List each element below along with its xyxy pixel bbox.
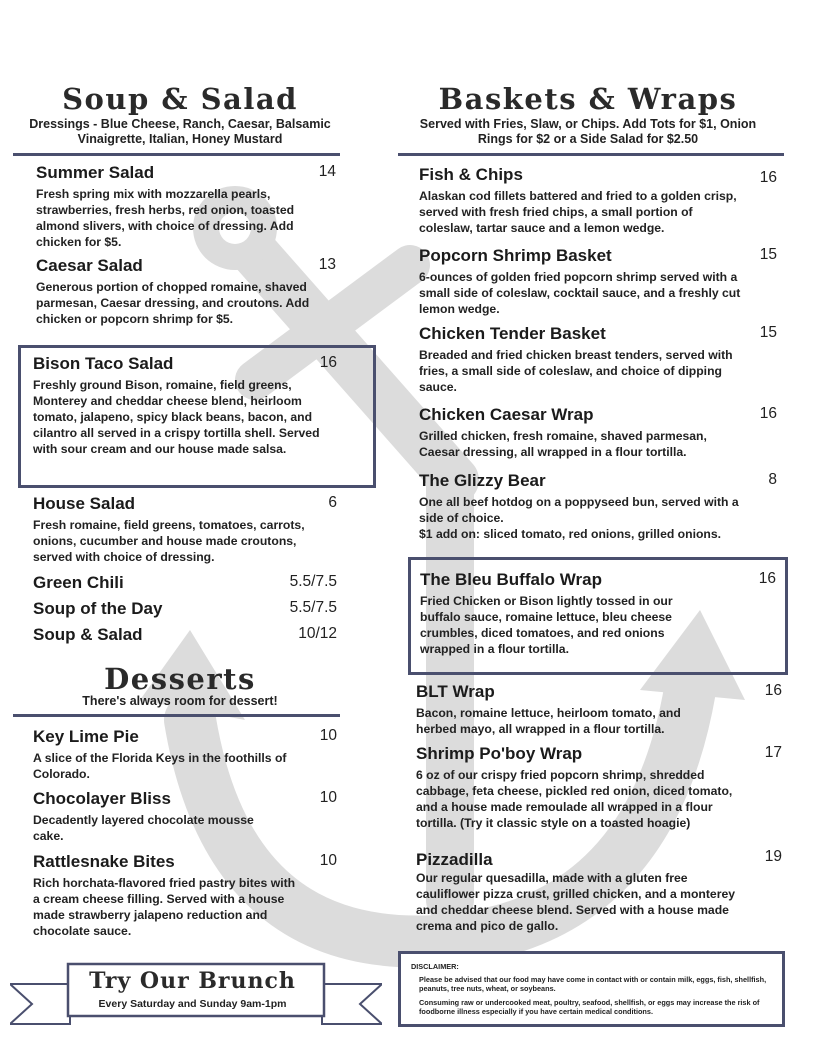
menu-item xyxy=(33,852,337,939)
item-name: Bison Taco Salad xyxy=(33,354,174,373)
item-price: 14 xyxy=(318,163,336,180)
item-description: Bacon, romaine lettuce, heirloom tomato, and herbed mayo, all wrapped in a flour tortilla. xyxy=(416,706,681,736)
item-description: Fresh spring mix with mozzarella pearls, strawberries, fresh herbs, red onion, toasted almond slivers, with choice of dressing. Add chicken for $5. xyxy=(36,187,295,249)
baskets-wraps-title: Baskets & Wraps xyxy=(438,82,738,116)
soup-salad-title: Soup & Salad xyxy=(62,82,298,116)
item-description: Decadently layered chocolate mousse cake. xyxy=(33,813,254,843)
item-name: Soup of the Day xyxy=(33,599,163,618)
item-description: Alaskan cod fillets battered and fried to a golden crisp, served with fresh fried chips, a small portion of coleslaw, tartar sauce and a lemon wedge. xyxy=(419,189,737,235)
item-price: 16 xyxy=(758,570,776,587)
menu-item xyxy=(33,599,337,619)
item-name: Summer Salad xyxy=(36,163,155,182)
menu-item xyxy=(419,405,777,460)
item-name: The Glizzy Bear xyxy=(419,471,546,490)
disclaimer-consumption-warning: Consuming raw or undercooked meat, poultry, seafood, shellfish, or eggs may increase the risk of foodborne illness especially if you have certain medical conditions. xyxy=(419,997,760,1016)
disclaimer-box xyxy=(398,951,785,1027)
item-name: Fish & Chips xyxy=(419,165,523,184)
menu-item xyxy=(33,354,337,457)
menu-item xyxy=(419,246,777,317)
item-price: 17 xyxy=(764,744,782,761)
menu-item xyxy=(33,727,337,782)
item-description: A slice of the Florida Keys in the foothills of Colorado. xyxy=(33,751,287,781)
disclaimer-allergens: Please be advised that our food may have come in contact with or contain milk, eggs, fish, shellfish, peanuts, tree nuts, wheat, or soybeans. xyxy=(419,974,767,993)
item-price: 16 xyxy=(759,169,777,186)
menu-item xyxy=(419,324,777,395)
menu-item xyxy=(36,163,336,250)
item-price: 10 xyxy=(319,727,337,744)
item-description: One all beef hotdog on a poppyseed bun, served with a side of choice. xyxy=(419,495,739,525)
item-price: 16 xyxy=(759,405,777,422)
menu-item xyxy=(33,573,337,593)
item-description: Generous portion of chopped romaine, shaved parmesan, Caesar dressing, and croutons. Add chicken or popcorn shrimp for $5. xyxy=(36,280,310,326)
item-name: Key Lime Pie xyxy=(33,727,139,746)
item-description: Rich horchata-flavored fried pastry bites with a cream cheese filling. Served with a house made strawberry jalapeno reduction and chocolate sauce. xyxy=(33,876,296,938)
item-name: Shrimp Po'boy Wrap xyxy=(416,744,583,763)
menu-item xyxy=(36,256,336,327)
soup-salad-subtitle: Dressings - Blue Cheese, Ranch, Caesar, Balsamic Vinaigrette, Italian, Honey Mustard xyxy=(29,117,331,146)
item-price: 16 xyxy=(764,682,782,699)
item-name: BLT Wrap xyxy=(416,682,495,701)
item-price: 5.5/7.5 xyxy=(289,599,337,616)
item-price: 8 xyxy=(768,471,777,488)
menu-item xyxy=(33,494,337,565)
item-name: Popcorn Shrimp Basket xyxy=(419,246,612,265)
item-name: Chicken Caesar Wrap xyxy=(419,405,594,424)
item-name: Chocolayer Bliss xyxy=(33,789,171,808)
baskets-wraps-subtitle: Served with Fries, Slaw, or Chips. Add Tots for $1, Onion Rings for $2 or a Side Salad for $2.50 xyxy=(419,117,757,146)
menu-item xyxy=(416,850,782,934)
item-price: 10 xyxy=(319,852,337,869)
brunch-subtitle: Every Saturday and Sunday 9am-1pm xyxy=(98,998,287,1010)
item-name: House Salad xyxy=(33,494,136,513)
item-description: 6-ounces of golden fried popcorn shrimp served with a small side of coleslaw, cocktail sauce, and a freshly cut lemon wedge. xyxy=(419,270,741,316)
desserts-title: Desserts xyxy=(104,662,256,696)
section-divider xyxy=(13,714,340,717)
section-divider xyxy=(398,153,784,156)
item-price: 6 xyxy=(328,494,337,511)
menu-item xyxy=(33,789,337,844)
item-name: Green Chili xyxy=(33,573,124,592)
item-description: 6 oz of our crispy fried popcorn shrimp, shredded cabbage, feta cheese, pickled red onion, diced tomato, and a house made remoulade all wrapped in a flour tortilla. (Try it classic style on a toasted hoagie) xyxy=(416,768,733,830)
item-price: 15 xyxy=(759,246,777,263)
item-description: Our regular quesadilla, made with a gluten free cauliflower pizza crust, grilled chicken, and a monterey and cheddar cheese blend. Served with a house made crema and pico de gallo. xyxy=(416,871,735,933)
section-divider xyxy=(13,153,340,156)
item-name: The Bleu Buffalo Wrap xyxy=(420,570,602,589)
item-price: 19 xyxy=(764,848,782,865)
menu-item xyxy=(33,625,337,645)
item-price: 13 xyxy=(318,256,336,273)
item-price: 10 xyxy=(319,789,337,806)
item-name: Chicken Tender Basket xyxy=(419,324,606,343)
item-price: 10/12 xyxy=(298,625,337,642)
item-name: Pizzadilla xyxy=(416,850,493,869)
item-price: 16 xyxy=(319,354,337,371)
menu-item xyxy=(416,682,782,737)
menu-item xyxy=(419,471,777,542)
item-addon: $1 add on: sliced tomato, red onions, grilled onions. xyxy=(419,527,722,541)
item-description: Grilled chicken, fresh romaine, shaved parmesan, Caesar dressing, all wrapped in a flour tortilla. xyxy=(419,429,707,459)
item-price: 15 xyxy=(759,324,777,341)
desserts-subtitle: There's always room for dessert! xyxy=(82,694,278,708)
item-price: 5.5/7.5 xyxy=(289,573,337,590)
disclaimer-title: DISCLAIMER: xyxy=(411,962,459,971)
menu-item xyxy=(420,570,776,657)
item-name: Rattlesnake Bites xyxy=(33,852,175,871)
item-description: Breaded and fried chicken breast tenders, served with fries, a small side of coleslaw, and choice of dipping sauce. xyxy=(419,348,733,394)
brunch-title: Try Our Brunch xyxy=(89,968,296,994)
item-description: Fresh romaine, field greens, tomatoes, carrots, onions, cucumber and house made croutons, served with choice of dressing. xyxy=(33,518,305,564)
menu-item xyxy=(416,744,782,831)
item-description: Freshly ground Bison, romaine, field greens, Monterey and cheddar cheese blend, heirloom tomato, jalapeno, spicy black beans, bacon, and cilantro all served in a crispy tortilla shell. Served with sour cream and our house made salsa. xyxy=(33,378,320,456)
item-description: Fried Chicken or Bison lightly tossed in our buffalo sauce, romaine lettuce, bleu cheese crumbles, diced tomatoes, and red onions wrapped in a flour tortilla. xyxy=(420,594,673,656)
item-name: Soup & Salad xyxy=(33,625,143,644)
item-name: Caesar Salad xyxy=(36,256,143,275)
menu-item xyxy=(419,165,777,236)
